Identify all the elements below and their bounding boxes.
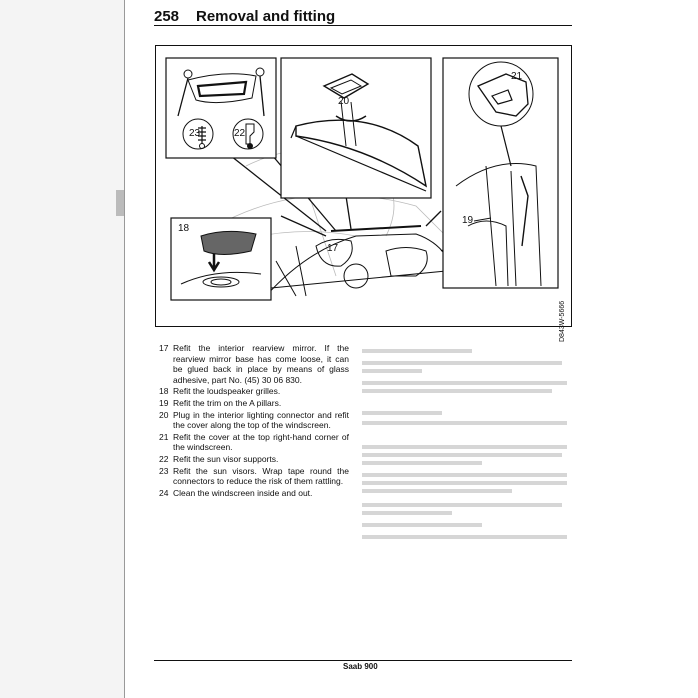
scan-margin [0,0,124,698]
step-text: Refit the sun visor supports. [173,453,279,464]
instruction-step [159,488,349,499]
instruction-list [159,343,349,499]
section-title: Removal and fitting [196,8,336,25]
instruction-step [159,398,349,409]
step-text: Refit the trim on the A pillars. [173,397,282,408]
inset-sun-visor [166,58,276,158]
header-rule [154,25,572,26]
callout-18: 18 [178,223,190,234]
step-number: 24 [159,487,169,498]
callout-19: 19 [462,215,474,226]
instruction-step [159,454,349,465]
footer-rule [154,660,572,661]
callout-23: 23 [189,128,201,139]
step-text: Refit the sun visors. Wrap tape round the connectors to reduce the risk of them rattling. [173,465,349,487]
instruction-step [159,432,349,453]
page-number: 258 [154,8,180,25]
figure-code: D843W-5666 [559,300,566,342]
bleed-through-marks [362,347,574,577]
callout-17: 17 [327,243,339,254]
inset-windscreen-cover [281,58,431,198]
footer-model: Saab 900 [343,662,378,671]
step-number: 17 [159,343,169,353]
step-number: 23 [159,465,169,476]
windscreen-interior-illustration [156,46,573,328]
step-number: 18 [159,386,169,397]
step-text: Refit the interior rearview mirror. If the rearview mirror base has come loose, it can be glued back in place by means of glass adhesive, part No. (45) 30 06 830. [173,343,349,385]
step-text: Clean the windscreen inside and out. [173,487,313,498]
instruction-step [159,410,349,431]
step-text: Refit the cover at the top right-hand corner of the windscreen. [173,431,349,453]
inset-a-pillar [443,58,558,288]
step-number: 20 [159,409,169,420]
step-text: Refit the loudspeaker grilles. [173,386,281,397]
step-number: 21 [159,431,169,442]
instruction-step [159,386,349,397]
page-header [154,4,574,26]
instruction-step [159,466,349,487]
callout-20: 20 [338,96,350,107]
callout-21: 21 [511,71,523,82]
instruction-step [159,343,349,385]
scan-edge-line [124,0,125,698]
step-number: 19 [159,397,169,408]
page-tab-mark [116,190,124,216]
step-text: Plug in the interior lighting connector and refit the cover along the top of the windscreen. [173,409,349,431]
callout-22: 22 [234,128,246,139]
illustration-frame [155,45,572,342]
step-number: 22 [159,453,169,464]
bleed-through-text [362,347,574,581]
